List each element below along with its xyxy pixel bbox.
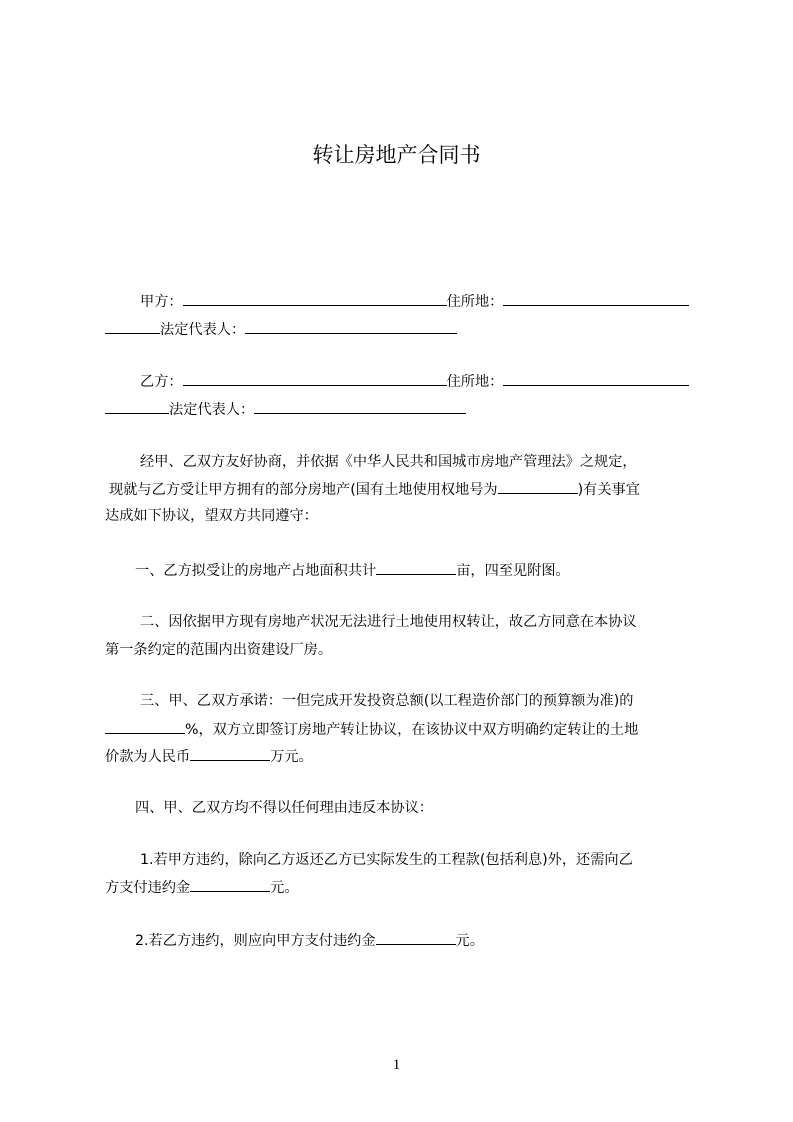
clause-4-title: 四、甲、乙双方均不得以任何理由违反本协议： [135, 800, 433, 816]
party-a-label: 甲方： [140, 294, 183, 310]
clause-3-line-3-text-a: 价款为人民币 [105, 749, 191, 765]
item-2-text-a: 2.若乙方违约，则应向甲方支付违约金 [135, 933, 376, 949]
party-b-label: 乙方： [140, 374, 183, 390]
party-a-rep-blank [245, 319, 457, 334]
clause-2-line-2: 第一条约定的范围内出资建设厂房。 [105, 642, 333, 658]
price-blank [190, 746, 270, 761]
item-1-line-2-text-a: 方支付违约金 [105, 880, 191, 896]
page-number: 1 [392, 1057, 401, 1073]
clause-1-text-a: 一、乙方拟受让的房地产占地面积共计 [135, 563, 377, 579]
item-2 [135, 930, 484, 951]
clause-1 [135, 560, 570, 581]
party-b-rep-blank [254, 399, 466, 414]
contract-title: 转让房地产合同书 [312, 143, 481, 167]
item-2-text-b: 元。 [455, 933, 484, 949]
item-1-line-2 [105, 877, 299, 898]
party-b-name-blank [183, 371, 447, 386]
clause-1-text-b: 亩，四至见附图。 [456, 563, 570, 579]
party-b-rep-line [105, 399, 466, 420]
party-b-line [140, 371, 689, 392]
clause-3-line-2 [105, 719, 638, 740]
preamble-line-2 [109, 479, 640, 500]
party-a-name-blank [183, 291, 447, 306]
party-b-rep-label: 法定代表人： [169, 402, 255, 418]
party-a-rep-line [105, 319, 457, 340]
preamble-line-2-text-a: 现就与乙方受让甲方拥有的部分房地产(国有土地使用权地号为 [109, 482, 498, 498]
land-area-blank [376, 560, 456, 575]
party-b-address-blank-cont [105, 399, 169, 414]
party-b-penalty-blank [376, 930, 456, 945]
percentage-blank [105, 719, 185, 734]
party-a-address-blank [503, 291, 689, 306]
clause-3-line-1: 三、甲、乙双方承诺：一但完成开发投资总额(以工程造价部门的预算额为准)的 [140, 693, 634, 709]
clause-3-line-2-text: %，双方立即签订房地产转让协议，在该协议中双方明确约定转让的土地 [185, 722, 639, 738]
land-number-blank [498, 479, 578, 494]
item-1-line-1: 1.若甲方违约，除向乙方返还乙方已实际发生的工程款(包括利息)外，还需向乙 [140, 852, 633, 868]
item-1-line-2-text-b: 元。 [270, 880, 299, 896]
party-b-address-label: 住所地： [446, 374, 504, 390]
clause-3-line-3 [105, 746, 313, 767]
clause-3-line-3-text-b: 万元。 [270, 749, 313, 765]
party-b-address-blank [503, 371, 689, 386]
clause-2-line-1: 二、因依据甲方现有房地产状况无法进行土地使用权转让，故乙方同意在本协议 [140, 614, 637, 630]
preamble-line-1: 经甲、乙双方友好协商，并依据《中华人民共和国城市房地产管理法》之规定， [140, 454, 637, 470]
party-a-address-blank-cont [105, 319, 160, 334]
preamble-line-2-text-b: )有关事宜 [577, 482, 640, 498]
party-a-rep-label: 法定代表人： [160, 322, 246, 338]
preamble-line-3: 达成如下协议，望双方共同遵守： [105, 508, 318, 524]
party-a-penalty-blank [190, 877, 270, 892]
party-a-address-label: 住所地： [446, 294, 504, 310]
party-a-line [140, 291, 689, 312]
